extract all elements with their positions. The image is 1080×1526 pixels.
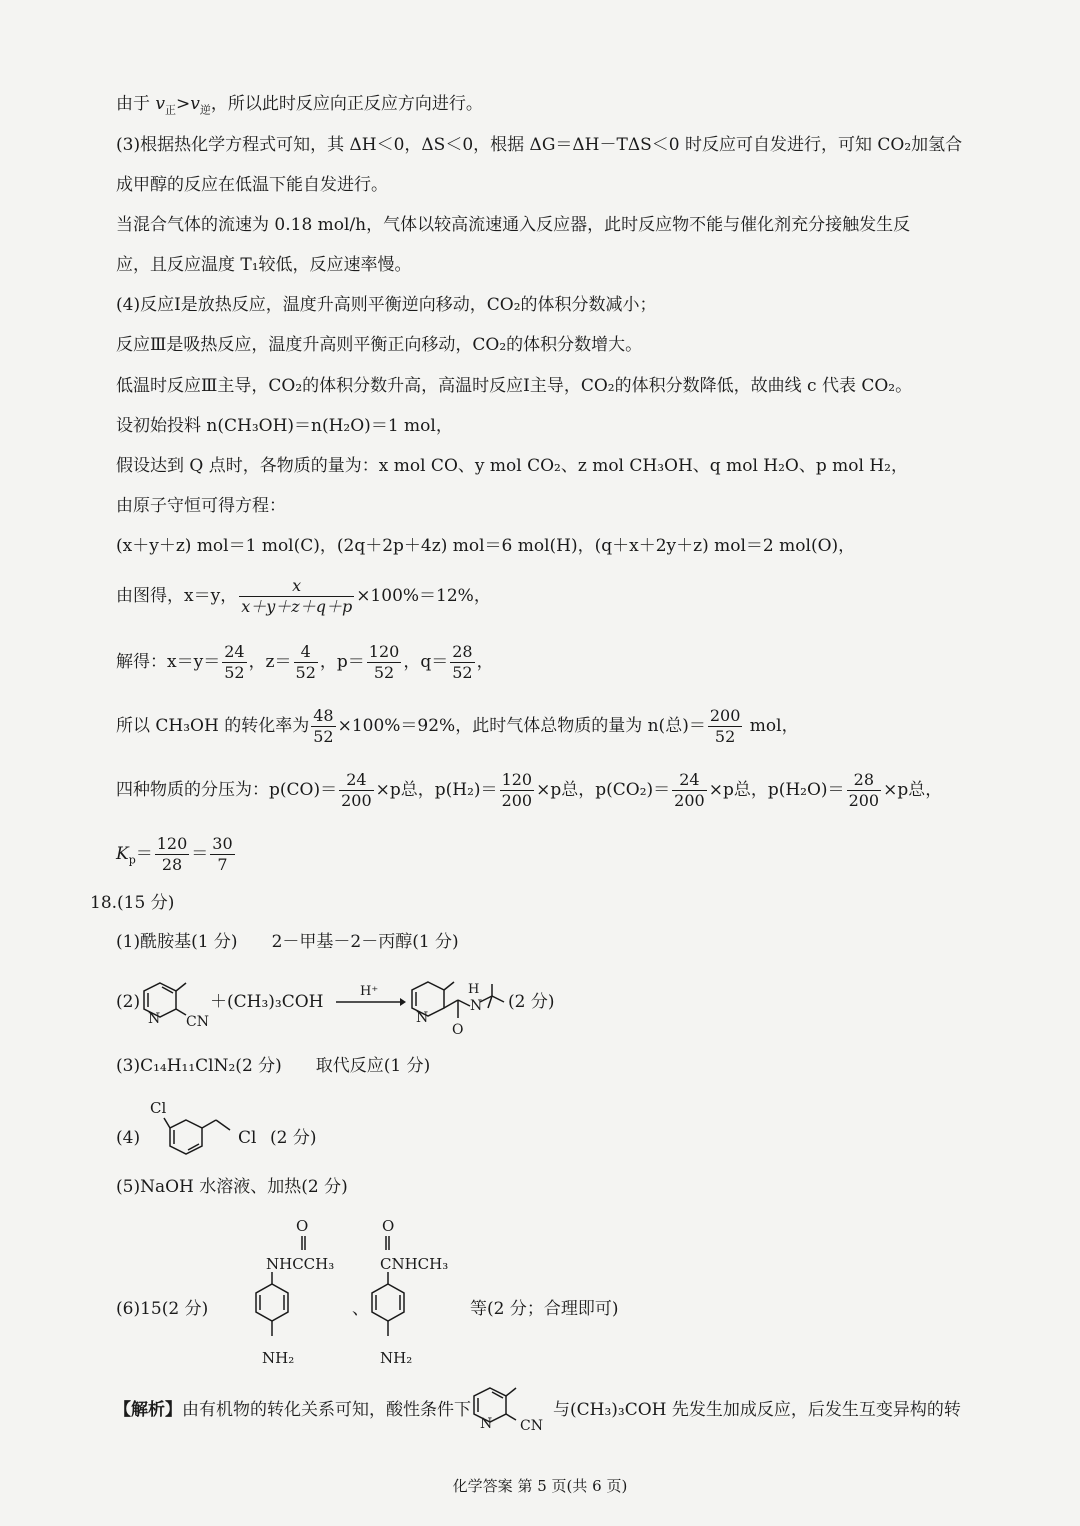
denominator: 200 — [674, 791, 705, 810]
q18-part2-score: (2 分) — [508, 992, 555, 1012]
text: ，q＝ — [403, 652, 449, 672]
q18-part4-score: (2 分) — [270, 1128, 317, 1148]
line-4b: 反应Ⅲ是吸热反应，温度升高则平衡正向移动，CO₂的体积分数增大。 — [116, 335, 643, 355]
fraction — [222, 642, 246, 683]
q18-part4-label: (4) — [116, 1128, 141, 1148]
text: 由有机物的转化关系可知，酸性条件下 — [182, 1400, 471, 1420]
line-4e: 假设达到 Q 点时，各物质的量为：x mol CO、y mol CO₂、z mol CH₃OH、q mol H₂O、p mol H₂， — [116, 456, 908, 476]
numerator: 48 — [313, 706, 334, 725]
line-4d: 设初始投料 n(CH₃OH)＝n(H₂O)＝1 mol， — [116, 416, 453, 436]
reaction-arrow — [336, 996, 406, 1008]
text: mol， — [744, 716, 799, 736]
amide-o-label: O — [382, 1217, 395, 1235]
text: K — [116, 844, 129, 864]
text: 正 — [165, 103, 177, 117]
fraction — [155, 834, 190, 875]
fraction — [847, 770, 882, 811]
line-kp — [116, 834, 237, 875]
text: ×100%＝12%， — [356, 586, 491, 606]
denominator: 52 — [295, 663, 316, 682]
line-4c: 低温时反应Ⅲ主导，CO₂的体积分数升高，高温时反应Ⅰ主导，CO₂的体积分数降低，故曲线 c 代表 CO₂。 — [116, 376, 913, 396]
numerator: 24 — [672, 770, 707, 791]
chloro-label-2: Cl — [238, 1128, 257, 1148]
text: ， — [476, 652, 494, 672]
text: > — [176, 94, 191, 114]
text: 逆 — [199, 103, 211, 117]
separator: 、 — [352, 1299, 369, 1319]
text: ＝ — [135, 844, 153, 864]
numerator: 120 — [368, 642, 400, 661]
denominator: 52 — [224, 663, 245, 682]
ring-n-label: N — [416, 1010, 429, 1026]
denominator: 200 — [341, 791, 372, 810]
text: ，所以此时反应向正反应方向进行。 — [210, 94, 483, 114]
line-conversion — [116, 706, 799, 747]
numerator: 120 — [501, 770, 533, 789]
line-3a: (3)根据热化学方程式可知，其 ΔH＜0，ΔS＜0，根据 ΔG＝ΔH－TΔS＜0 时反应可自发进行，可知 CO₂加氢合 — [116, 135, 963, 155]
page-footer: 化学答案 第 5 页(共 6 页) — [452, 1477, 628, 1495]
q18-part3: (3)C₁₄H₁₁ClN₂(2 分) 取代反应(1 分) — [116, 1056, 431, 1076]
catalyst-label: H⁺ — [360, 984, 379, 999]
ring-n-label: N — [480, 1416, 493, 1432]
amide-n-label: N — [470, 998, 483, 1014]
carbonyl-o-label: O — [452, 1022, 464, 1038]
line-4a: (4)反应Ⅰ是放热反应，温度升高则平衡逆向移动，CO₂的体积分数减小； — [116, 295, 657, 315]
numerator: 200 — [709, 706, 741, 725]
chloro-label-1: Cl — [150, 1099, 167, 1117]
aminobenzamide-structure — [368, 1232, 428, 1352]
denominator: 200 — [501, 791, 533, 810]
q18-part5: (5)NaOH 水溶液、加热(2 分) — [116, 1177, 348, 1197]
numerator: 28 — [847, 770, 882, 791]
fraction — [708, 706, 743, 747]
fraction — [339, 770, 374, 811]
numerator: 24 — [224, 642, 245, 661]
question-18-header: 18.(15 分) — [90, 893, 175, 913]
line-rate-compare — [116, 92, 483, 116]
amino-label-1: NH₂ — [262, 1349, 295, 1367]
methylamide-group-label: CNHCH₃ — [380, 1255, 449, 1273]
line-3b: 成甲醇的反应在低温下能自发进行。 — [116, 175, 388, 195]
fraction — [672, 770, 707, 811]
cn-label: CN — [520, 1418, 543, 1434]
denominator: 52 — [452, 663, 473, 682]
fraction — [500, 770, 535, 811]
text: 与(CH₃)₃COH 先发生加成反应，后发生互变异构的转 — [553, 1400, 961, 1420]
line-3d: 应，且反应温度 T₁较低，反应速率慢。 — [116, 255, 412, 275]
numerator: 28 — [452, 642, 473, 661]
numerator: 120 — [156, 834, 188, 853]
text: ＝ — [191, 844, 209, 864]
text: 所以 CH₃OH 的转化率为 — [116, 716, 310, 736]
text: 由于 — [116, 94, 156, 114]
denominator: 52 — [313, 727, 334, 746]
cn-label: CN — [186, 1014, 209, 1030]
fraction — [239, 576, 354, 617]
text: v — [190, 94, 200, 114]
text: ，p＝ — [319, 652, 365, 672]
denominator: 52 — [373, 663, 395, 682]
q18-part6-label: (6)15(2 分) — [116, 1299, 209, 1319]
text: p — [128, 853, 136, 867]
line-partial-pressure — [116, 770, 942, 811]
numerator: 24 — [339, 770, 374, 791]
analysis-label: 【解析】 — [114, 1400, 182, 1420]
text: ，z＝ — [248, 652, 292, 672]
text: 由图得，x＝y， — [116, 586, 238, 606]
reagent-label: ＋(CH₃)₃COH — [210, 992, 324, 1012]
fraction — [450, 642, 474, 683]
text: ×p总， — [883, 780, 943, 800]
text: 四种物质的分压为：p(CO)＝ — [116, 780, 338, 800]
q18-part2-label: (2) — [116, 992, 141, 1012]
fraction — [367, 642, 402, 683]
amino-label-2: NH₂ — [380, 1349, 413, 1367]
line-3c: 当混合气体的流速为 0.18 mol/h，气体以较高流速通入反应器，此时反应物不能与催化剂充分接触发生反 — [116, 215, 911, 235]
acetamide-o-label: O — [296, 1217, 309, 1235]
acetamide-group-label: NHCCH₃ — [266, 1255, 335, 1273]
denominator: 28 — [161, 855, 183, 874]
text: ×p总，p(H₂O)＝ — [708, 780, 845, 800]
denominator: 200 — [848, 791, 880, 810]
amide-h-label: H — [468, 982, 480, 997]
text: ×p总，p(H₂)＝ — [375, 780, 498, 800]
acetanilide-structure — [250, 1232, 310, 1352]
line-fraction-eq — [116, 576, 491, 617]
line-4f: 由原子守恒可得方程： — [116, 496, 286, 516]
denominator: x＋y＋z＋q＋p — [241, 597, 353, 616]
line-4g: (x＋y＋z) mol＝1 mol(C)，(2q＋2p＋4z) mol＝6 mol(H)，(q＋x＋2y＋z) mol＝2 mol(O)， — [116, 536, 856, 556]
dichloro-benzyl-structure — [160, 1112, 240, 1158]
numerator: 30 — [212, 834, 233, 853]
denominator: 7 — [217, 855, 228, 874]
fraction — [311, 706, 335, 747]
numerator: x — [239, 576, 354, 597]
fraction — [210, 834, 234, 875]
q18-part1: (1)酰胺基(1 分) 2－甲基－2－丙醇(1 分) — [116, 932, 459, 952]
fraction — [294, 642, 318, 683]
line-solution — [116, 642, 494, 683]
text: v — [155, 94, 166, 114]
text: ×p总，p(CO₂)＝ — [536, 780, 671, 800]
numerator: 4 — [294, 642, 318, 663]
ring-n-label: N — [148, 1011, 161, 1027]
text: 解得：x＝y＝ — [116, 652, 221, 672]
denominator: 52 — [714, 727, 736, 746]
q18-part6-score: 等(2 分；合理即可) — [470, 1299, 619, 1319]
text: ×100%＝92%，此时气体总物质的量为 n(总)＝ — [337, 716, 706, 736]
